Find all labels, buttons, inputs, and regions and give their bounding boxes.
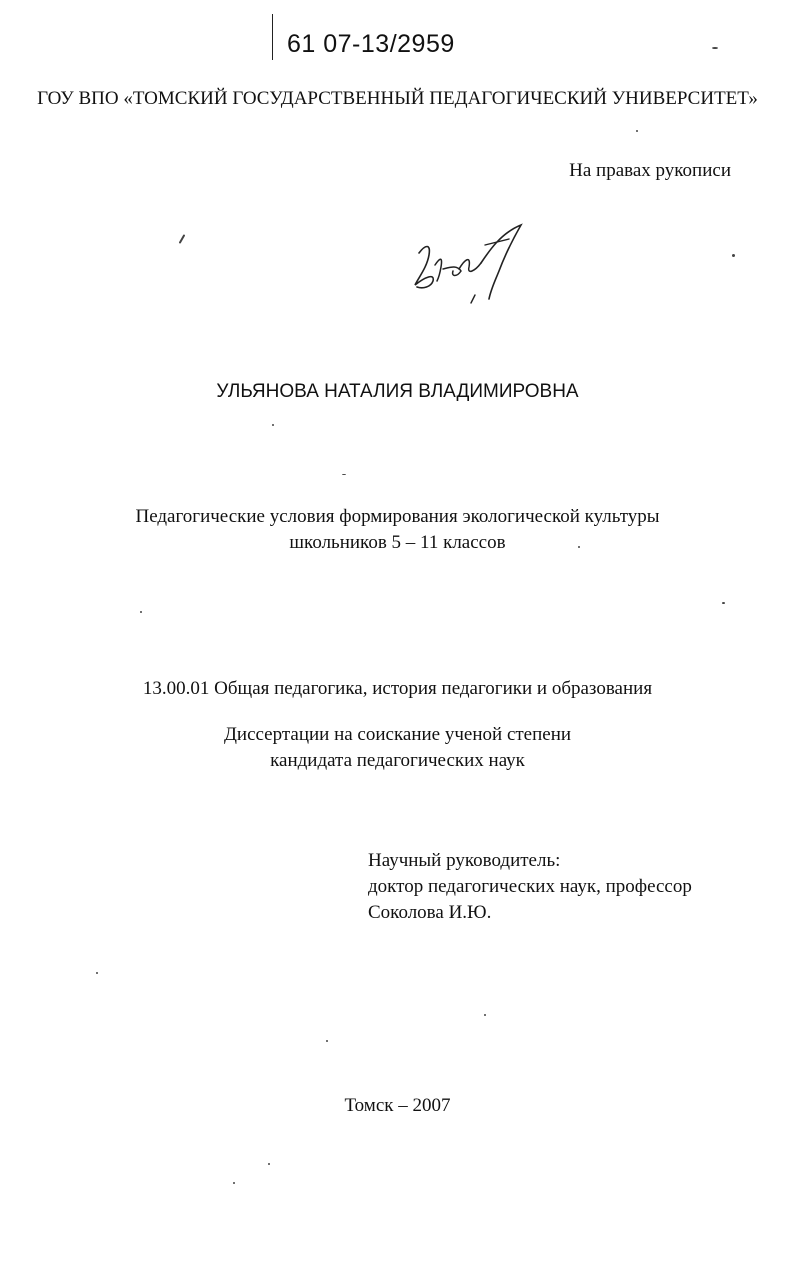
scan-speck [636,130,638,132]
scan-speck [179,234,186,244]
dissertation-title-line-1: Педагогические условия формирования экологической культуры [135,506,660,527]
margin-mark [272,14,273,60]
author-name: УЛЬЯНОВА НАТАЛИЯ ВЛАДИМИРОВНА [216,381,579,402]
advisor-label: Научный руководитель: [368,850,561,871]
scan-speck [233,1182,235,1184]
dissertation-title-line-2: школьников 5 – 11 классов [289,532,506,553]
scientific-advisor-block [368,848,692,926]
scan-speck [268,1163,270,1165]
specialty-code: 13.00.01 Общая педагогика, история педагогики и образования [142,678,653,699]
archive-stamp-number: 61 07-13/2959 [287,30,455,58]
scan-speck [326,1040,328,1042]
scan-speck [722,602,725,604]
scan-speck [712,47,718,49]
institution-name: ГОУ ВПО «ТОМСКИЙ ГОСУДАРСТВЕННЫЙ ПЕДАГОГИЧЕСКИЙ УНИВЕРСИТЕТ» [37,88,758,109]
advisor-rank: доктор педагогических наук, профессор [368,876,692,897]
degree-line-2: кандидата педагогических наук [270,750,525,771]
scan-speck [484,1014,486,1016]
scan-speck [96,972,98,974]
scan-speck [342,474,346,475]
rights-note: На правах рукописи [569,160,731,181]
scan-speck [578,546,580,548]
scan-speck [140,611,142,613]
city-year: Томск – 2007 [344,1095,451,1116]
handwritten-signature [405,215,535,315]
degree-line-1: Диссертации на соискание ученой степени [223,724,572,745]
scan-speck [272,424,274,426]
advisor-name: Соколова И.Ю. [368,902,492,923]
scan-speck [732,254,735,257]
